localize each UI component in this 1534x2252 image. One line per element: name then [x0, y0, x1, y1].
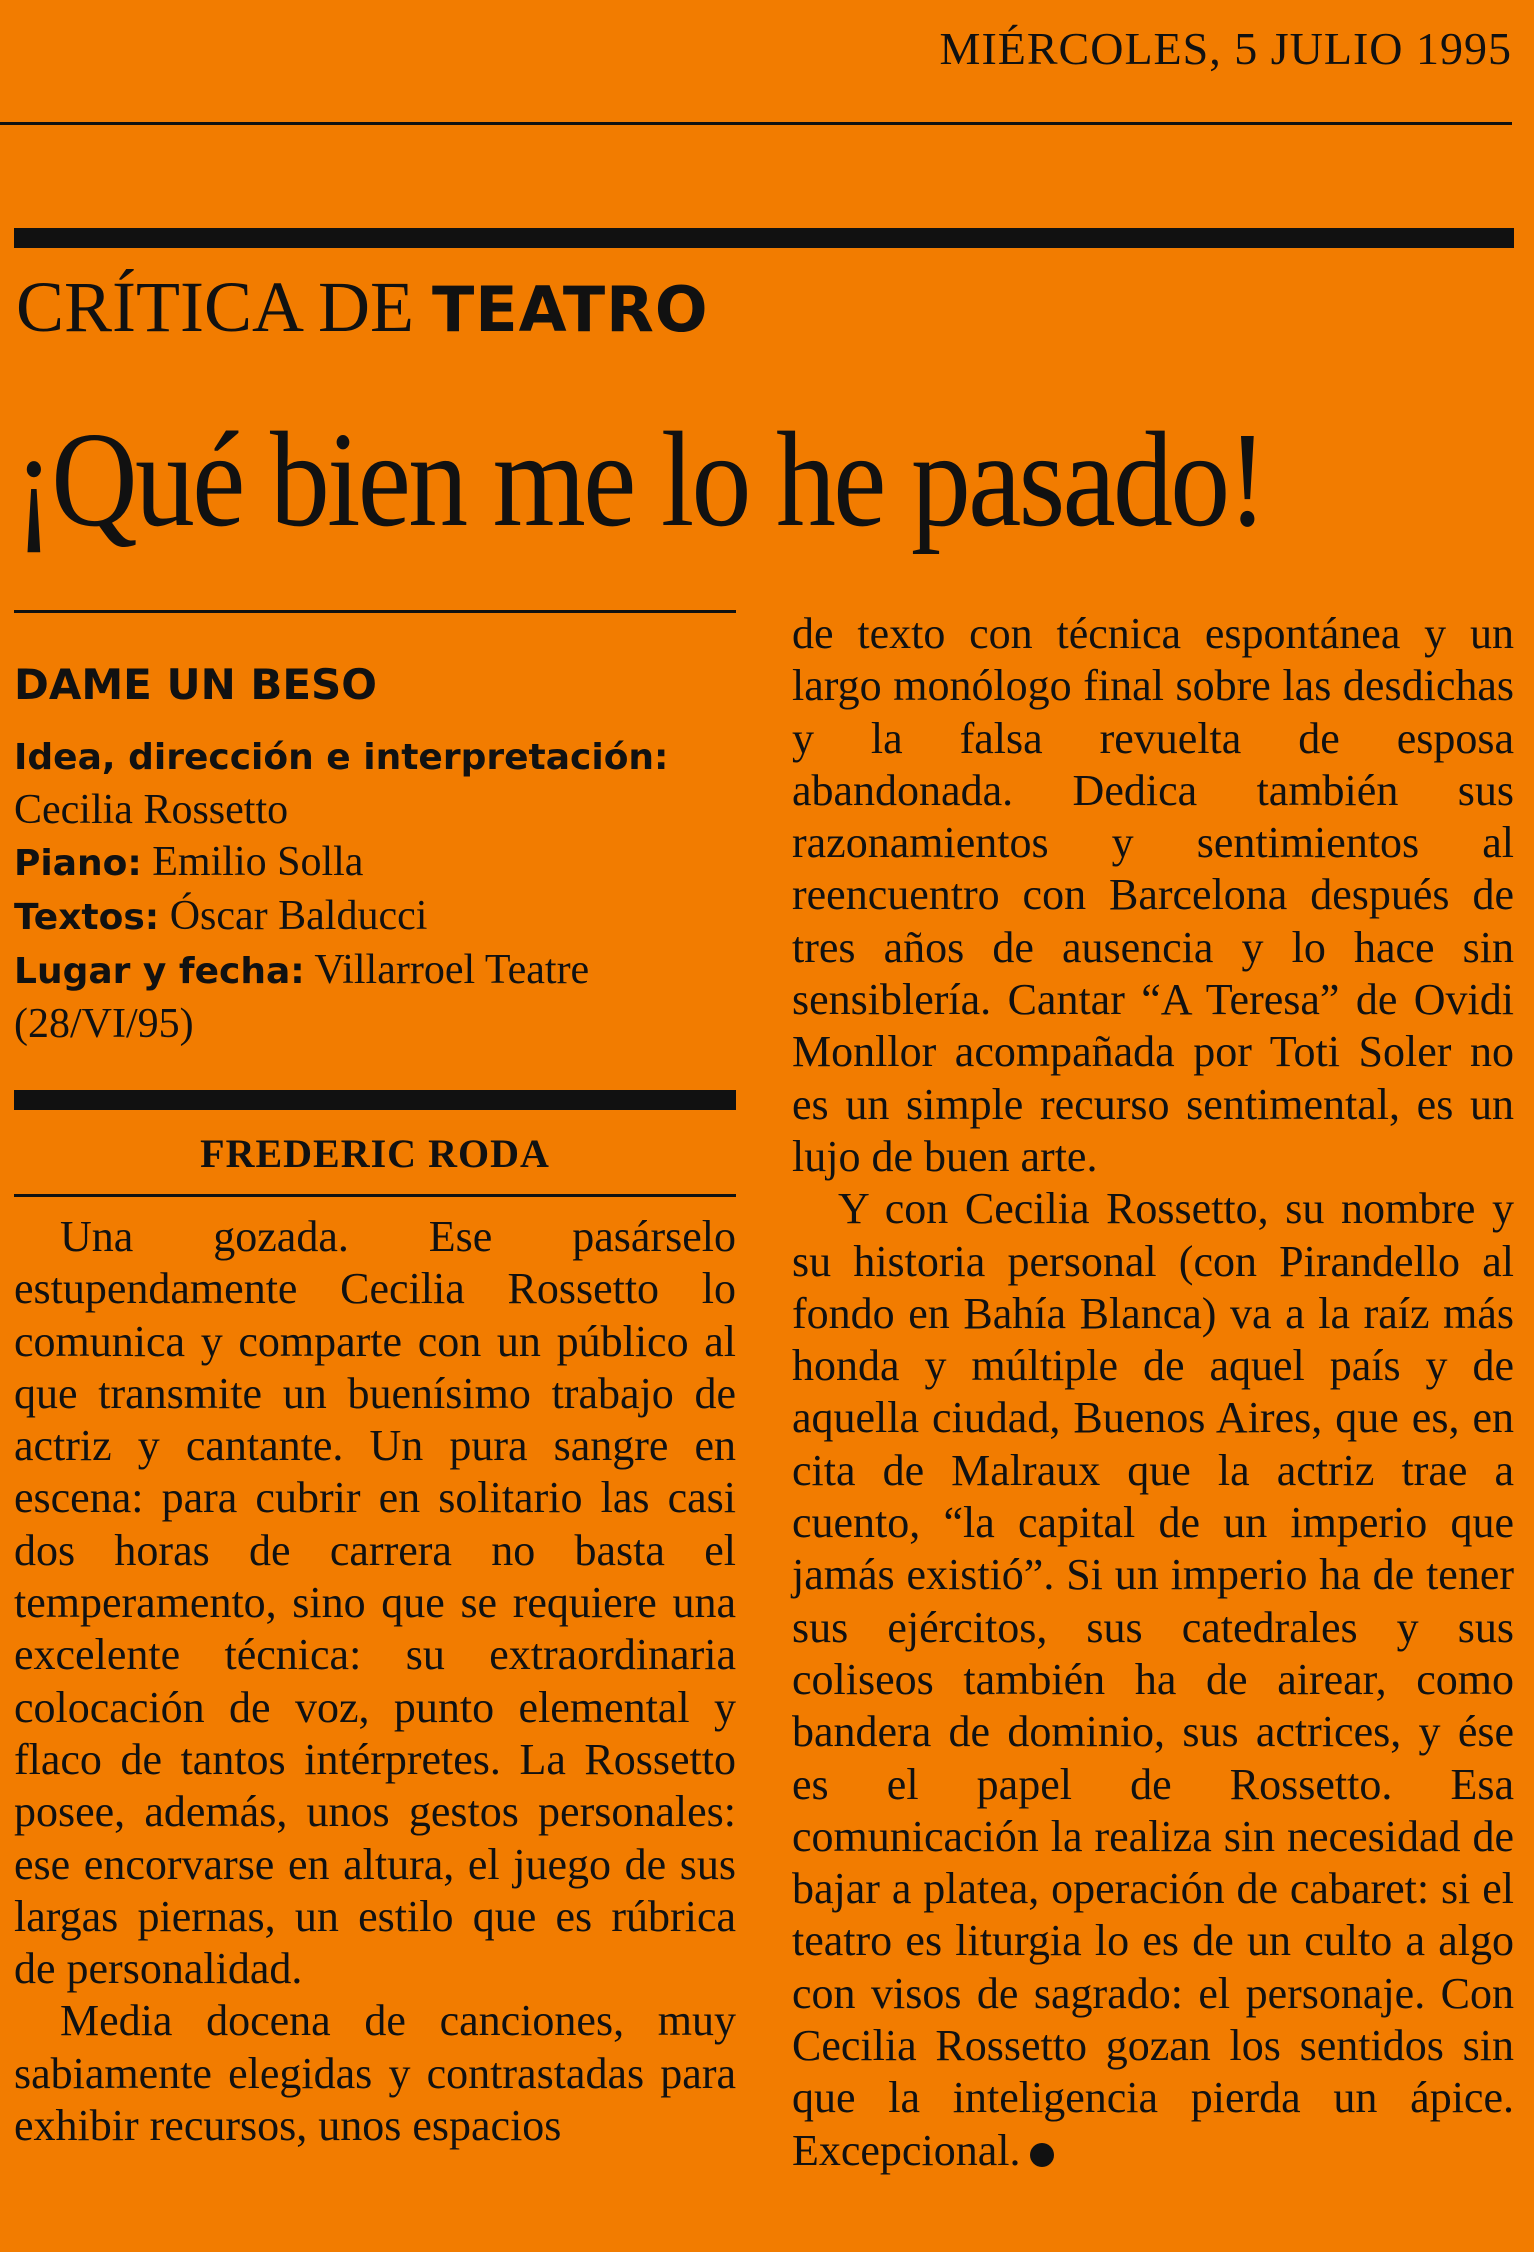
body-paragraph-text: Y con Cecilia Rossetto, su nombre y su historia personal (con Pirandello al fondo en Bahía Blanca) va a la raíz más honda y múltiple de aquel país y de aquella ciudad, Buenos Aires, que es, en cita de Malraux que la actriz trae a cuento, “la capital de un imperio que jamás existió”. Si un imperio ha de tener sus ejércitos, sus catedrales y sus coliseos también ha de airear, como bandera de dominio, sus actrices, y ése es el papel de Rossetto. Esa comunicación la realiza sin necesidad de bajar a platea, operación de cabaret: si el teatro es liturgia lo es de un culto a algo con visos de sagrado: el personaje. Con Cecilia Rossetto gozan los sentidos sin que la inteligencia pierda un ápice. Excepcional.	[792, 1184, 1514, 2175]
body-paragraph: Una gozada. Ese pasárselo estupendamente Cecilia Rossetto lo comunica y comparte con un público al que transmite un buenísimo trabajo de actriz y cantante. Un pura sangre en escena: para cubrir en solitario las casi dos horas de carrera no basta el temperamento, sino que se requiere una excelente técnica: su extraordinaria colocación de voz, punto elemental y flaco de tantos intérpretes. La Rossetto posee, además, unos gestos personales: ese encorvarse en altura, el juego de sus largas piernas, un estilo que es rúbrica de personalidad.	[14, 1212, 736, 1994]
byline-top-rule	[14, 1090, 736, 1110]
credit-value: Villarroel Teatre (28/VI/95)	[14, 947, 590, 1047]
credit-label: Idea, dirección e interpretación:	[14, 737, 669, 778]
credit-label: Piano:	[14, 843, 142, 884]
right-column	[792, 608, 1514, 2177]
credit-value: Cecilia Rossetto	[14, 787, 289, 833]
play-title: DAME UN BESO	[14, 660, 378, 709]
body-right	[792, 608, 1514, 2177]
body-left	[14, 1211, 736, 2152]
section-topic: TEATRO	[432, 273, 709, 346]
section-bar	[14, 228, 1514, 248]
section-prefix: CRÍTICA DE	[16, 267, 433, 347]
header-divider	[0, 122, 1512, 125]
credit-label: Lugar y fecha:	[14, 951, 305, 992]
credit-direction	[14, 730, 736, 836]
byline: FREDERIC RODA	[200, 1131, 550, 1176]
credit-piano	[14, 836, 736, 890]
body-continuation: de texto con técnica espontánea y un largo monólogo final sobre las desdichas y la falsa revuelta de esposa abandonada. Dedica también sus razonamientos y sentimientos al reencuentro con Barcelona después de tres años de ausencia y lo hace sin sensiblería. Cantar “A Teresa” de Ovidi Monllor acompañada por Toti Soler no es un simple recurso sentimental, es un lujo de buen arte.	[792, 609, 1514, 1181]
body-paragraph: Media docena de canciones, muy sabiamente elegidas y contrastadas para exhibir recursos, unos espacios	[14, 1996, 736, 2151]
factbox-top-rule	[14, 610, 736, 613]
credit-label: Textos:	[14, 897, 160, 938]
credit-texts	[14, 890, 736, 944]
left-column	[14, 610, 736, 2152]
credits-list	[14, 730, 736, 1050]
article-headline: ¡Qué bien me lo he pasado!	[14, 405, 1265, 555]
end-of-article-bullet-icon	[1030, 2143, 1054, 2167]
body-paragraph-last	[792, 1183, 1514, 2177]
credit-value: Óscar Balducci	[169, 893, 428, 939]
section-label	[16, 262, 709, 355]
credit-venue	[14, 944, 736, 1050]
credit-value: Emilio Solla	[152, 839, 364, 885]
byline-bottom-rule	[14, 1194, 736, 1197]
publication-date: MIÉRCOLES, 5 JULIO 1995	[939, 23, 1512, 74]
